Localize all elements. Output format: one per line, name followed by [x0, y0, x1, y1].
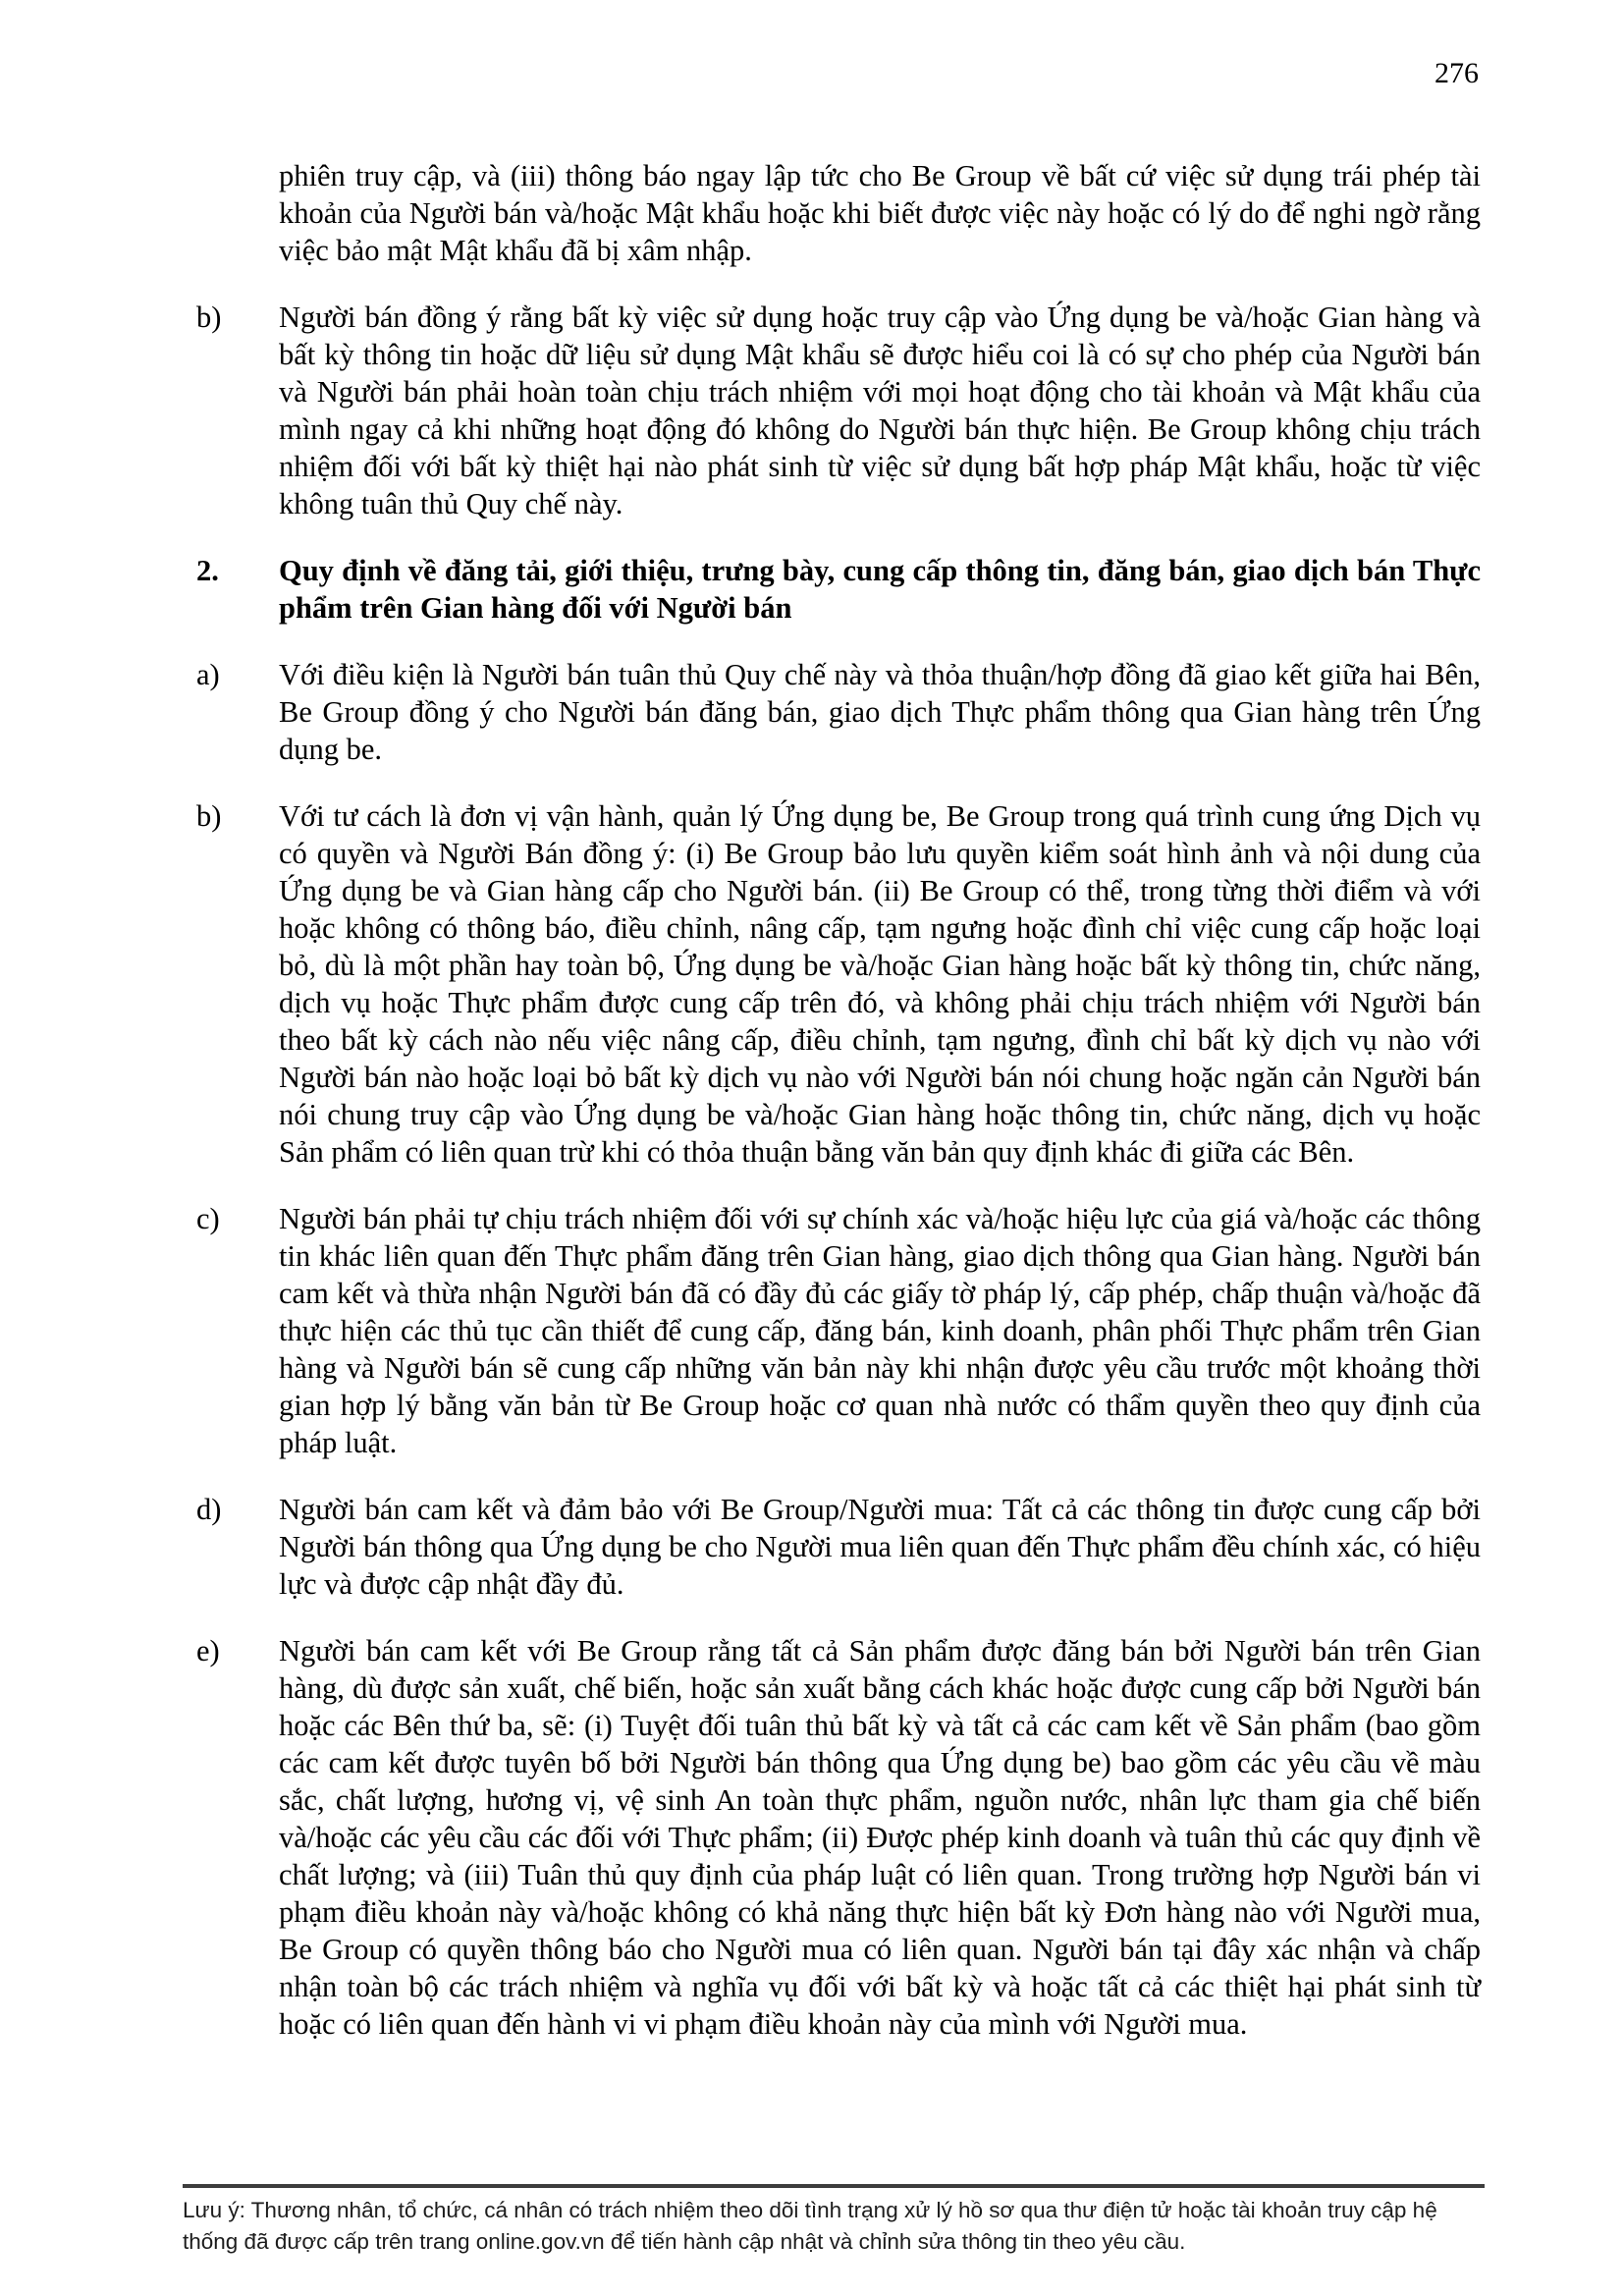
paragraph-item-a-listing-permission [196, 656, 1481, 768]
section-2-heading [196, 552, 1481, 627]
paragraph-item-b-platform-operator-rights [196, 797, 1481, 1171]
paragraph-item-e-product-commitments [196, 1632, 1481, 2043]
section-title: Quy định về đăng tải, giới thiệu, trưng bày, cung cấp thông tin, đăng bán, giao dịch bán Thực phẩm trên Gian hàng đối với Người bán [279, 554, 1481, 625]
list-marker: d) [196, 1493, 222, 1526]
paragraph-text: phiên truy cập, và (iii) thông báo ngay lập tức cho Be Group về bất cứ việc sử dụng trái phép tài khoản của Người bán và/hoặc Mật khẩu hoặc khi biết được việc này hoặc có lý do để nghi ngờ rằng việc bảo mật Mật khẩu đã bị xâm nhập. [279, 159, 1481, 267]
list-marker: c) [196, 1202, 220, 1235]
paragraph-text: Với điều kiện là Người bán tuân thủ Quy chế này và thỏa thuận/hợp đồng đã giao kết giữa hai Bên, Be Group đồng ý cho Người bán đăng bán, giao dịch Thực phẩm thông qua Gian hàng trên Ứng dụng be. [279, 658, 1481, 766]
list-marker: e) [196, 1634, 220, 1667]
list-marker: b) [196, 301, 222, 334]
paragraph-text: Người bán cam kết và đảm bảo với Be Group/Người mua: Tất cả các thông tin được cung cấp bởi Người bán thông qua Ứng dụng be cho Người mua liên quan đến Thực phẩm đều chính xác, có hiệu lực và được cập nhật đầy đủ. [279, 1493, 1481, 1601]
footer-note-block [183, 2184, 1485, 2258]
document-body [196, 157, 1481, 2072]
paragraph-text: Người bán cam kết với Be Group rằng tất cả Sản phẩm được đăng bán bởi Người bán trên Gian hàng, dù được sản xuất, chế biến, hoặc sản xuất bằng cách khác hoặc được cung cấp bởi Người bán hoặc các Bên thứ ba, sẽ: (i) Tuyệt đối tuân thủ bất kỳ và tất cả các cam kết về Sản phẩm (bao gồm các cam kết được tuyên bố bởi Người bán thông qua Ứng dụng be) bao gồm các yêu cầu về màu sắc, chất lượng, hương vị, vệ sinh An toàn thực phẩm, nguồn nước, nhân lực tham gia chế biến và/hoặc các yêu cầu các đối với Thực phẩm; (ii) Được phép kinh doanh và tuân thủ các quy định về chất lượng; và (iii) Tuân thủ quy định của pháp luật có liên quan. Trong trường hợp Người bán vi phạm điều khoản này và/hoặc không có khả năng thực hiện bất kỳ Đơn hàng nào với Người mua, Be Group có quyền thông báo cho Người mua có liên quan. Người bán tại đây xác nhận và chấp nhận toàn bộ các trách nhiệm và nghĩa vụ đối với bất kỳ và hoặc tất cả các thiệt hại phát sinh từ hoặc có liên quan đến hành vi vi phạm điều khoản này của mình với Người mua. [279, 1634, 1481, 2041]
paragraph-text: Người bán phải tự chịu trách nhiệm đối với sự chính xác và/hoặc hiệu lực của giá và/hoặc các thông tin khác liên quan đến Thực phẩm đăng trên Gian hàng, giao dịch thông qua Gian hàng. Người bán cam kết và thừa nhận Người bán đã có đầy đủ các giấy tờ pháp lý, cấp phép, chấp thuận và/hoặc đã thực hiện các thủ tục cần thiết để cung cấp, đăng bán, kinh doanh, phân phối Thực phẩm trên Gian hàng và Người bán sẽ cung cấp những văn bản này khi nhận được yêu cầu trước một khoảng thời gian hợp lý bằng văn bản từ Be Group hoặc cơ quan nhà nước có thẩm quyền theo quy định của pháp luật. [279, 1202, 1481, 1459]
paragraph-item-b-password-responsibility [196, 299, 1481, 522]
paragraph-text: Với tư cách là đơn vị vận hành, quản lý Ứng dụng be, Be Group trong quá trình cung ứng Dịch vụ có quyền và Người Bán đồng ý: (i) Be Group bảo lưu quyền kiểm soát hình ảnh và nội dung của Ứng dụng be và Gian hàng cấp cho Người bán. (ii) Be Group có thể, trong từng thời điểm và với hoặc không có thông báo, điều chỉnh, nâng cấp, tạm ngưng hoặc đình chỉ việc cung cấp hoặc loại bỏ, dù là một phần hay toàn bộ, Ứng dụng be và/hoặc Gian hàng hoặc bất kỳ thông tin, chức năng, dịch vụ hoặc Thực phẩm được cung cấp trên đó, và không phải chịu trách nhiệm với Người bán theo bất kỳ cách nào nếu việc nâng cấp, điều chỉnh, tạm ngưng, đình chỉ bất kỳ dịch vụ nào với Người bán nào hoặc loại bỏ bất kỳ dịch vụ nào với Người bán nói chung hoặc ngăn cản Người bán nói chung truy cập vào Ứng dụng be và/hoặc Gian hàng hoặc thông tin, chức năng, dịch vụ hoặc Sản phẩm có liên quan trừ khi có thỏa thuận bằng văn bản quy định khác đi giữa các Bên. [279, 799, 1481, 1169]
paragraph-session-notice-continuation [196, 157, 1481, 269]
paragraph-text: Người bán đồng ý rằng bất kỳ việc sử dụng hoặc truy cập vào Ứng dụng be và/hoặc Gian hàng và bất kỳ thông tin hoặc dữ liệu sử dụng Mật khẩu sẽ được hiểu coi là có sự cho phép của Người bán và Người bán phải hoàn toàn chịu trách nhiệm với mọi hoạt động cho tài khoản và Mật khẩu của mình ngay cả khi những hoạt động đó không do Người bán thực hiện. Be Group không chịu trách nhiệm đối với bất kỳ thiệt hại nào phát sinh từ việc sử dụng bất hợp pháp Mật khẩu, hoặc từ việc không tuân thủ Quy chế này. [279, 301, 1481, 520]
list-marker [196, 157, 279, 269]
paragraph-item-c-seller-accuracy-responsibility [196, 1200, 1481, 1461]
paragraph-item-d-information-guarantee [196, 1491, 1481, 1603]
list-marker: b) [196, 799, 222, 833]
page-number: 276 [1435, 57, 1479, 89]
footer-note-text: Lưu ý: Thương nhân, tổ chức, cá nhân có trách nhiệm theo dõi tình trạng xử lý hồ sơ qua thư điện tử hoặc tài khoản truy cập hệ thống đã được cấp trên trang online.gov.vn để tiến hành cập nhật và chỉnh sửa thông tin theo yêu cầu. [183, 2198, 1437, 2254]
list-marker: a) [196, 658, 220, 691]
section-number: 2. [196, 554, 219, 587]
